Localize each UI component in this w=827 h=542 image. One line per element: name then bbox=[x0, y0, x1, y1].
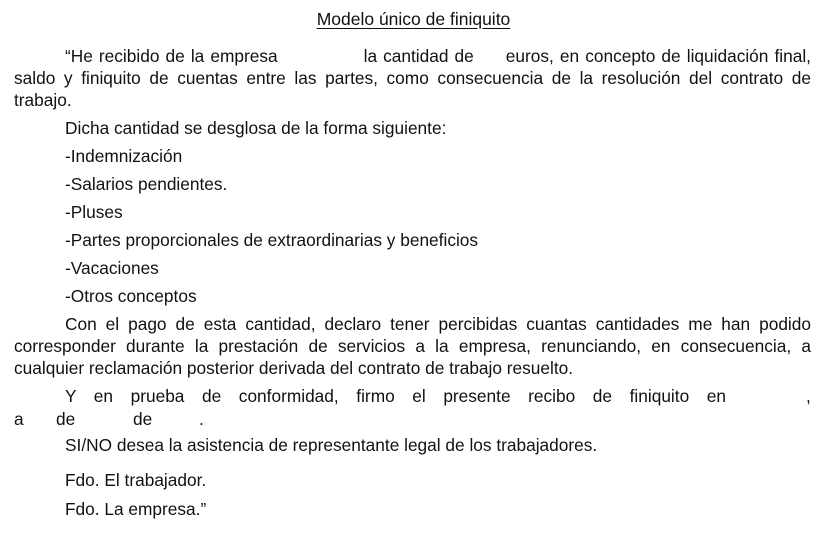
payment-paragraph bbox=[14, 313, 811, 379]
receipt-text-a: “He recibido de la empresa bbox=[65, 46, 278, 66]
item-salarios: -Salarios pendientes. bbox=[65, 174, 228, 194]
item-indemnizacion: -Indemnización bbox=[65, 146, 183, 166]
item-otros: -Otros conceptos bbox=[65, 286, 197, 306]
receipt-text-c: euros, en concepto de liquidación final, saldo y finiquito de cuentas entre las partes, como consecuencia de la resolución del contrato de trabajo. bbox=[14, 46, 811, 110]
conformity-comma: , bbox=[806, 386, 811, 406]
signature-company: Fdo. La empresa.” bbox=[65, 499, 207, 519]
payment-text: Con el pago de esta cantidad, declaro tener percibidas cuantas cantidades me han podido corresponder durante la prestación de servicios a la empresa, renunciando, en consecuencia, a cualquier reclamación posterior derivada del contrato de trabajo resuelto. bbox=[14, 314, 811, 378]
legal-rep-text: SI/NO desea la asistencia de representante legal de los trabajadores. bbox=[65, 435, 598, 455]
item-vacaciones: -Vacaciones bbox=[65, 258, 159, 278]
date-a: a bbox=[14, 409, 24, 429]
receipt-paragraph bbox=[14, 45, 811, 111]
receipt-text-b: la cantidad de bbox=[363, 46, 474, 66]
signature-worker: Fdo. El trabajador. bbox=[65, 470, 207, 490]
conformity-text: Y en prueba de conformidad, firmo el presente recibo de finiquito en bbox=[65, 386, 726, 406]
item-partes-proporcionales: -Partes proporcionales de extraordinarias y beneficios bbox=[65, 230, 479, 250]
item-pluses: -Pluses bbox=[65, 202, 123, 222]
date-de-2: de bbox=[133, 409, 153, 429]
document-title: Modelo único de finiquito bbox=[316, 9, 511, 29]
breakdown-intro: Dicha cantidad se desglosa de la forma siguiente: bbox=[65, 118, 447, 138]
date-dot: . bbox=[199, 409, 204, 429]
date-de-1: de bbox=[56, 409, 76, 429]
